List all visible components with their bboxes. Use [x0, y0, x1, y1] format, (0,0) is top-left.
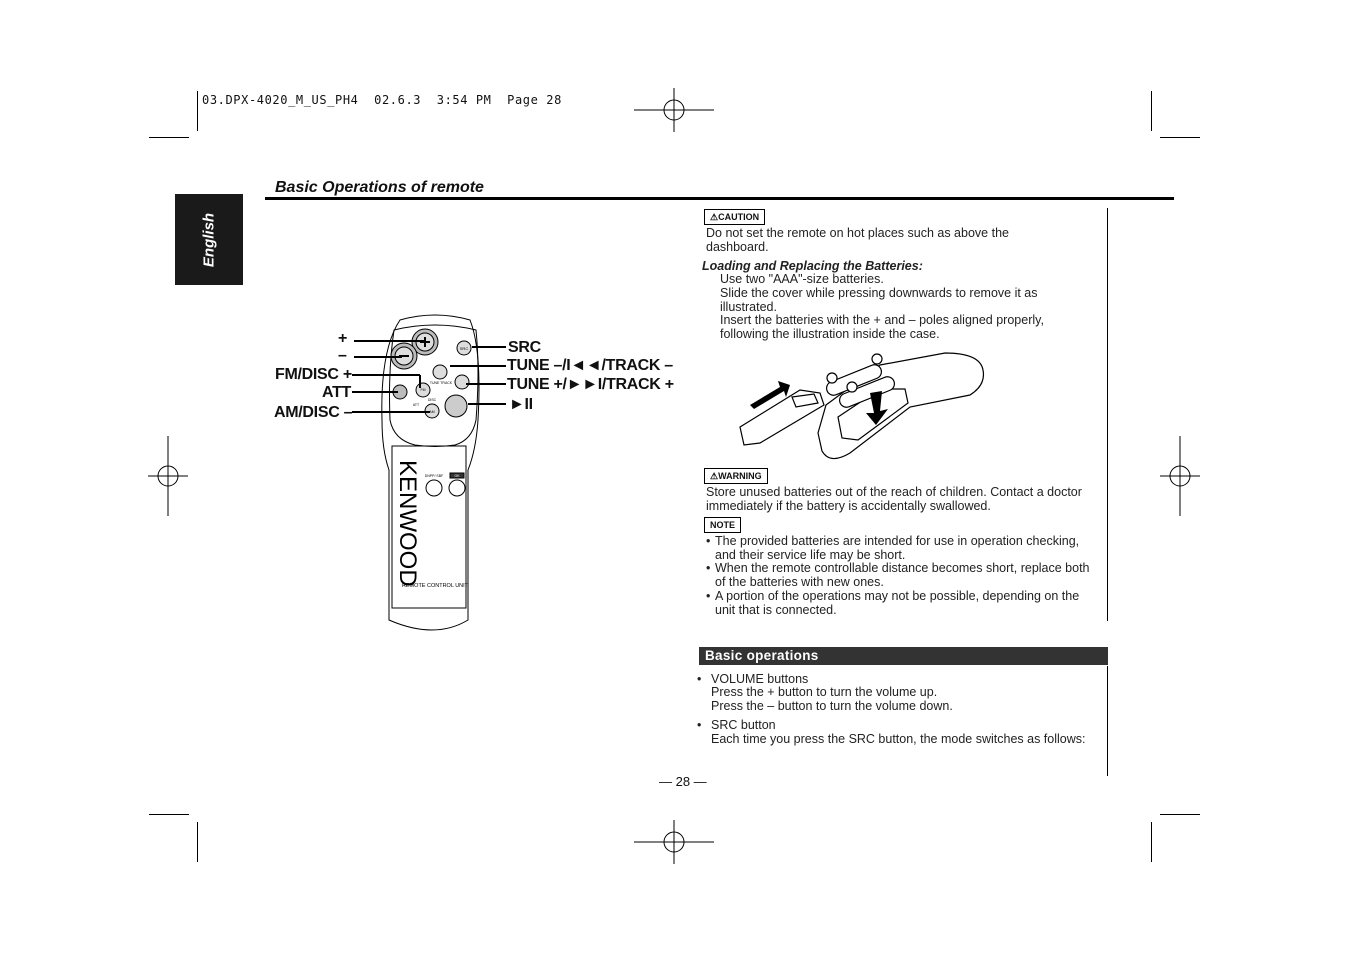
src-text: Each time you press the SRC button, the mode switches as follows:	[711, 732, 1086, 746]
note-item-text: The provided batteries are intended for use in operation checking, and their service life may be short.	[715, 534, 1080, 562]
volume-up-text: Press the + button to turn the volume up.	[711, 685, 938, 699]
warning-badge: ⚠WARNING	[704, 468, 768, 484]
print-header: 03.DPX-4020_M_US_PH4 02.6.3 3:54 PM Page 28	[202, 93, 562, 107]
note-item: • A portion of the operations may not be possible, depending on the unit that is connected.	[706, 590, 1096, 617]
remote-ok-text: OK	[454, 474, 460, 478]
label-play-pause: ►II	[509, 396, 533, 413]
caution-badge: ⚠CAUTION	[704, 209, 765, 225]
label-am-disc: AM/DISC –	[274, 404, 353, 421]
note-item-text: A portion of the operations may not be possible, depending on the unit that is connected.	[715, 589, 1080, 617]
language-label: English	[200, 212, 218, 267]
volume-bullet: •	[697, 672, 702, 686]
label-volume-minus: –	[338, 347, 347, 364]
title-rule	[265, 197, 1174, 200]
src-title: SRC button	[711, 718, 776, 732]
loading-heading: Loading and Replacing the Batteries:	[702, 259, 923, 273]
label-fm-disc: FM/DISC +	[275, 366, 352, 383]
label-att: ATT	[322, 384, 352, 401]
note-item: • The provided batteries are intended for use in operation checking, and their service life may be short.	[706, 535, 1096, 562]
section-title: Basic Operations of remote	[275, 179, 484, 196]
loading-line-2: Slide the cover while pressing downwards to remove it as illustrated.	[720, 286, 1038, 314]
loading-line-1: Use two "AAA"-size batteries.	[720, 272, 884, 286]
battery-illustration	[730, 345, 990, 467]
label-src: SRC	[508, 339, 541, 356]
remote-fm-text: FM	[420, 388, 426, 392]
label-tune-plus: TUNE +/►►I/TRACK +	[507, 376, 674, 393]
remote-src-text: SRC	[459, 346, 469, 351]
page-number: — 28 —	[659, 774, 707, 789]
warning-text: Store unused batteries out of the reach of children. Contact a doctor immediately if the battery is accidentally swallowed.	[706, 485, 1082, 513]
note-item-text: When the remote controllable distance becomes short, replace both of the batteries with new ones.	[715, 561, 1090, 589]
column-rule-lower	[1107, 666, 1108, 776]
volume-down-text: Press the – button to turn the volume down.	[711, 699, 953, 713]
remote-unit-text: REMOTE CONTROL UNIT	[401, 583, 469, 589]
remote-disc-text: DISC	[427, 398, 437, 402]
src-bullet: •	[697, 718, 702, 732]
language-tab	[175, 194, 243, 285]
volume-title: VOLUME buttons	[711, 672, 809, 686]
remote-dnpp-text: DNPP/ SBF	[424, 474, 444, 478]
loading-line-3: Insert the batteries with the + and – poles aligned properly, following the illustration inside the case.	[720, 313, 1044, 341]
caution-text: Do not set the remote on hot places such as above the dashboard.	[706, 226, 1009, 254]
basic-operations-heading: Basic operations	[699, 647, 1108, 665]
note-badge: NOTE	[704, 517, 741, 533]
column-rule	[1107, 208, 1108, 621]
remote-tune-text: TUNE TRACK	[429, 381, 453, 385]
label-tune-minus: TUNE –/I◄◄/TRACK –	[507, 357, 673, 374]
label-volume-plus: +	[338, 330, 348, 347]
remote-att-text: ATT	[412, 403, 420, 407]
remote-brand: KENWOOD	[394, 460, 421, 587]
note-item: • When the remote controllable distance becomes short, replace both of the batteries with new ones.	[706, 562, 1096, 589]
remote-am-text: AM	[429, 410, 435, 414]
